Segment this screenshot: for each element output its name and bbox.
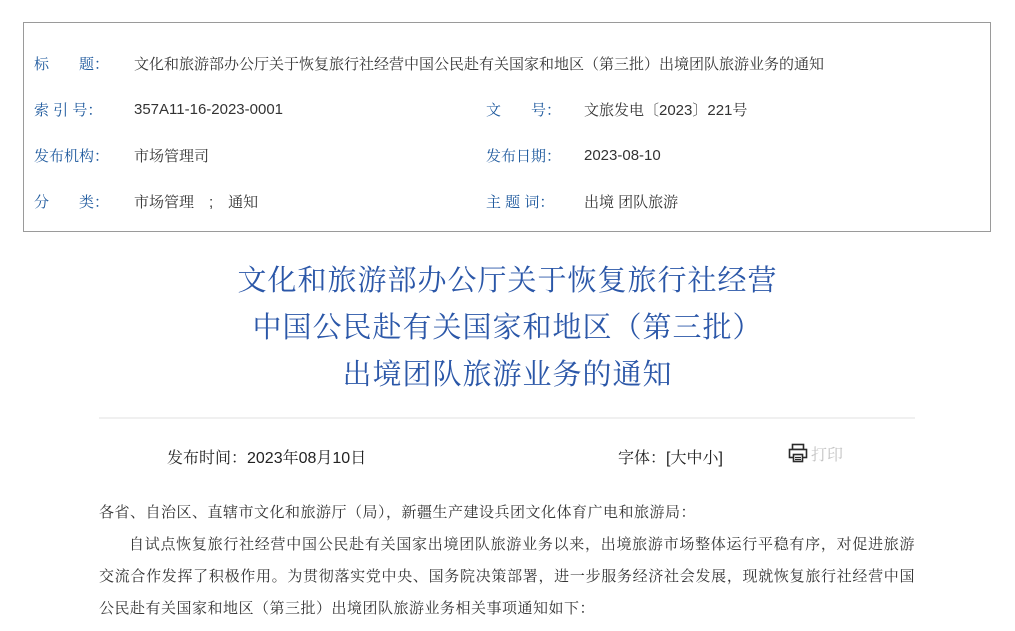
publish-date-label: 发布日期： xyxy=(486,147,562,165)
document-title-line1: 文化和旅游部办公厅关于恢复旅行社经营 xyxy=(237,265,778,297)
meta-row-agency xyxy=(34,132,980,178)
category-label: 分 类： xyxy=(34,193,110,211)
doc-number-label: 文 号： xyxy=(486,101,562,119)
meta-row-index xyxy=(34,86,980,132)
meta-row-category xyxy=(34,178,980,224)
document-body xyxy=(99,497,915,625)
issuing-agency-value: 市场管理司 xyxy=(134,147,210,165)
document-title xyxy=(0,258,1015,399)
subject-words-value: 出境 团队旅游 xyxy=(584,193,679,211)
document-title-line2: 中国公民赴有关国家和地区（第三批） xyxy=(252,312,763,344)
publish-time: 发布时间：2023年08月10日 xyxy=(167,450,367,467)
document-title-line3: 出境团队旅游业务的通知 xyxy=(342,359,673,391)
index-number-label: 索 引 号： xyxy=(34,101,103,119)
index-number-value: 357A11-16-2023-0001 xyxy=(134,100,284,118)
publish-date-value: 2023-08-10 xyxy=(584,146,661,164)
font-size-label: 字体： xyxy=(618,450,667,467)
category-value: 市场管理 ; 通知 xyxy=(134,193,259,211)
salutation-paragraph: 各省、自治区、直辖市文化和旅游厅（局），新疆生产建设兵团文化体育广电和旅游局： xyxy=(99,504,697,521)
print-button[interactable] xyxy=(786,441,843,465)
font-size-control xyxy=(618,445,723,468)
metadata-table xyxy=(23,22,991,232)
print-button-label: 打印 xyxy=(811,446,844,464)
title-field-value: 文化和旅游部办公厅关于恢复旅行社经营中国公民赴有关国家和地区（第三批）出境团队旅游业务的通知 xyxy=(134,55,825,73)
font-size-options[interactable]: [大中小] xyxy=(666,450,723,467)
issuing-agency-label: 发布机构： xyxy=(34,147,110,165)
printer-icon xyxy=(786,441,810,465)
doc-number-value: 文旅发电〔2023〕221号 xyxy=(584,101,748,119)
subject-words-label: 主 题 词： xyxy=(486,193,555,211)
meta-row-title xyxy=(34,40,980,86)
title-divider xyxy=(99,417,915,419)
publish-meta-row xyxy=(99,440,915,470)
intro-paragraph: 自试点恢复旅行社经营中国公民赴有关国家出境团队旅游业务以来，出境旅游市场整体运行平稳有序，对促进旅游交流合作发挥了积极作用。为贯彻落实党中央、国务院决策部署，进一步服务经济社会发展，现就恢复旅行社经营中国公民赴有关国家和地区（第三批）出境团队旅游业务相关事项通知如下： xyxy=(99,536,915,617)
title-field-label: 标 题： xyxy=(34,55,110,73)
